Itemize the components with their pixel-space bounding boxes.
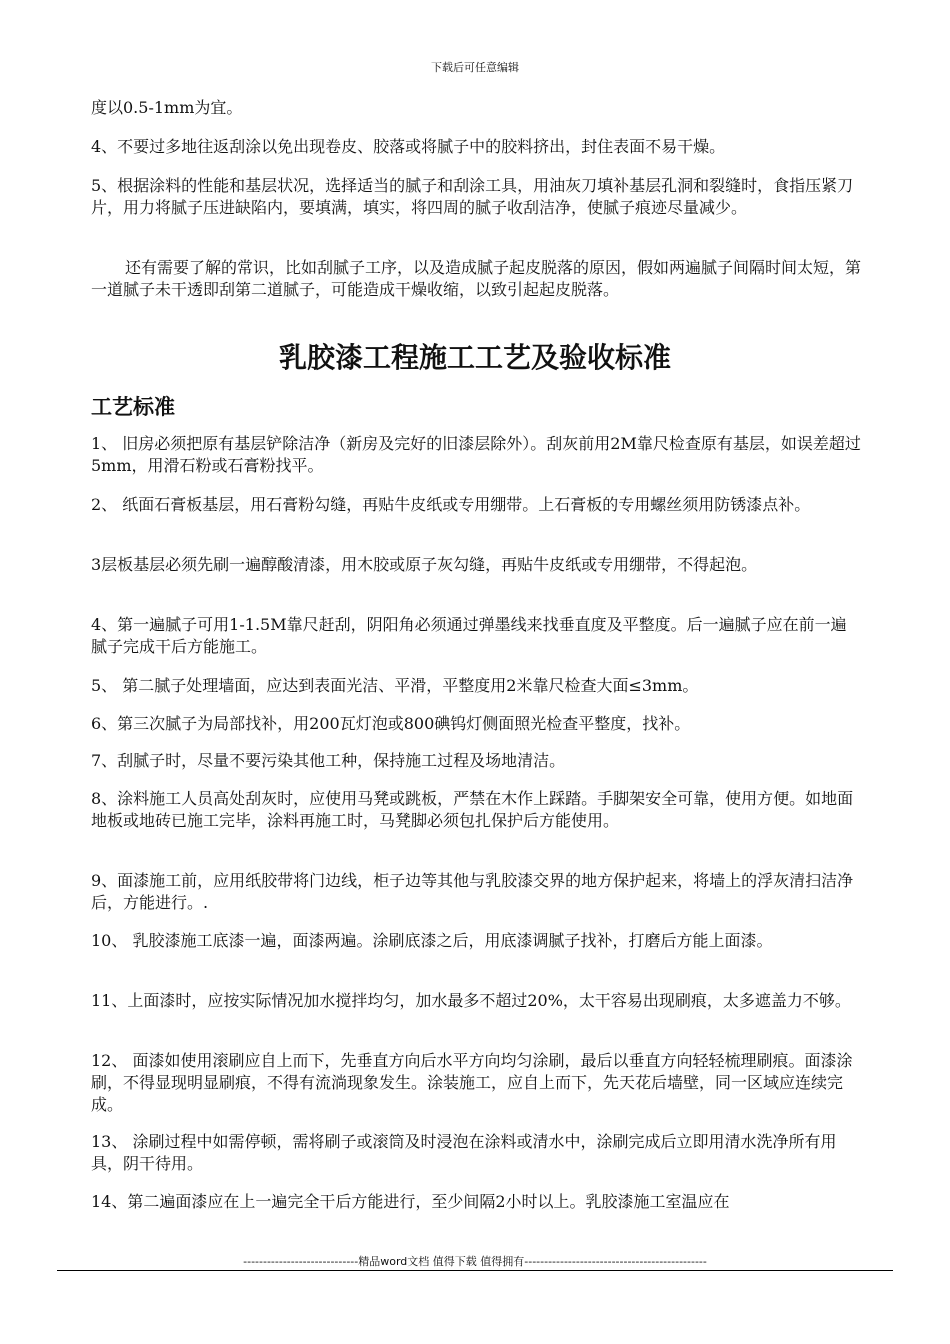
intro-paragraph-1: 度以0.5-1mm为宜。: [91, 98, 243, 117]
section-heading: 工艺标准: [91, 395, 175, 419]
standard-item-5: 5、 第二腻子处理墙面，应达到表面光洁、平滑，平整度用2米靠尺检查大面≤3mm。: [91, 676, 699, 695]
standard-item-1: 1、 旧房必须把原有基层铲除洁净（新房及完好的旧漆层除外）。刮灰前用2M靠尺检查原有基层，如误差超过5mm，用滑石粉或石膏粉找平。: [91, 434, 861, 475]
standard-item-12: 12、 面漆如使用滚刷应自上而下，先垂直方向后水平方向均匀涂刷，最后以垂直方向轻轻梳理刷痕。面漆涂刷，不得显现明显刷痕，不得有流淌现象发生。涂装施工，应自上而下，先天花后墙壁，同一区域应连续完成。: [91, 1051, 853, 1114]
standard-item-7: 7、刮腻子时，尽量不要污染其他工种，保持施工过程及场地清洁。: [91, 751, 566, 770]
standard-item-9: 9、面漆施工前，应用纸胶带将门边线，柜子边等其他与乳胶漆交界的地方保护起来，将墙上的浮灰清扫洁净后，方能进行。.: [91, 871, 854, 912]
standard-item-3: 3层板基层必须先刷一遍醇酸清漆，用木胶或原子灰勾缝，再贴牛皮纸或专用绷带，不得起泡。: [91, 555, 758, 574]
footer-divider: [57, 1270, 893, 1271]
standard-item-10: 10、 乳胶漆施工底漆一遍，面漆两遍。涂刷底漆之后，用底漆调腻子找补，打磨后方能上面漆。: [91, 931, 773, 950]
standard-item-4: 4、第一遍腻子可用1-1.5M靠尺赶刮，阴阳角必须通过弹墨线来找垂直度及平整度。后一遍腻子应在前一遍腻子完成干后方能施工。: [91, 615, 847, 656]
standard-item-13: 13、 涂刷过程中如需停顿，需将刷子或滚筒及时浸泡在涂料或清水中，涂刷完成后立即用清水洗净所有用具，阴干待用。: [91, 1132, 837, 1173]
standard-item-2: 2、 纸面石膏板基层，用石膏粉勾缝，再贴牛皮纸或专用绷带。上石膏板的专用螺丝须用防锈漆点补。: [91, 495, 811, 514]
standard-item-11: 11、上面漆时，应按实际情况加水搅拌均匀，加水最多不超过20%，太干容易出现刷痕，太多遮盖力不够。: [91, 991, 851, 1010]
page-title: 乳胶漆工程施工工艺及验收标准: [278, 341, 671, 374]
page-header: 下载后可任意编辑: [431, 61, 519, 74]
intro-paragraph-3: 5、根据涂料的性能和基层状况，选择适当的腻子和刮涂工具，用油灰刀填补基层孔洞和裂缝时，食指压紧刀片，用力将腻子压进缺陷内，要填满，填实，将四周的腻子收刮洁净，使腻子痕迹尽量减少。: [91, 176, 854, 217]
standard-item-6: 6、第三次腻子为局部找补，用200瓦灯泡或800碘钨灯侧面照光检查平整度，找补。: [91, 714, 691, 733]
page-footer: -----------------------------精品word文档 值得下载 值得拥有----------------------------------------------: [243, 1255, 707, 1268]
intro-paragraph-4: 还有需要了解的常识，比如刮腻子工序，以及造成腻子起皮脱落的原因，假如两遍腻子间隔时间太短，第一道腻子未干透即刮第二道腻子，可能造成干燥收缩，以致引起起皮脱落。: [91, 258, 862, 299]
standard-item-14: 14、第二遍面漆应在上一遍完全干后方能进行，至少间隔2小时以上。乳胶漆施工室温应在: [91, 1192, 730, 1211]
standard-item-8: 8、涂料施工人员高处刮灰时，应使用马凳或跳板，严禁在木作上踩踏。手脚架安全可靠，使用方便。如地面地板或地砖已施工完毕，涂料再施工时，马凳脚必须包扎保护后方能使用。: [91, 789, 854, 830]
intro-paragraph-2: 4、不要过多地往返刮涂以免出现卷皮、胶落或将腻子中的胶料挤出，封住表面不易干燥。: [91, 137, 726, 156]
